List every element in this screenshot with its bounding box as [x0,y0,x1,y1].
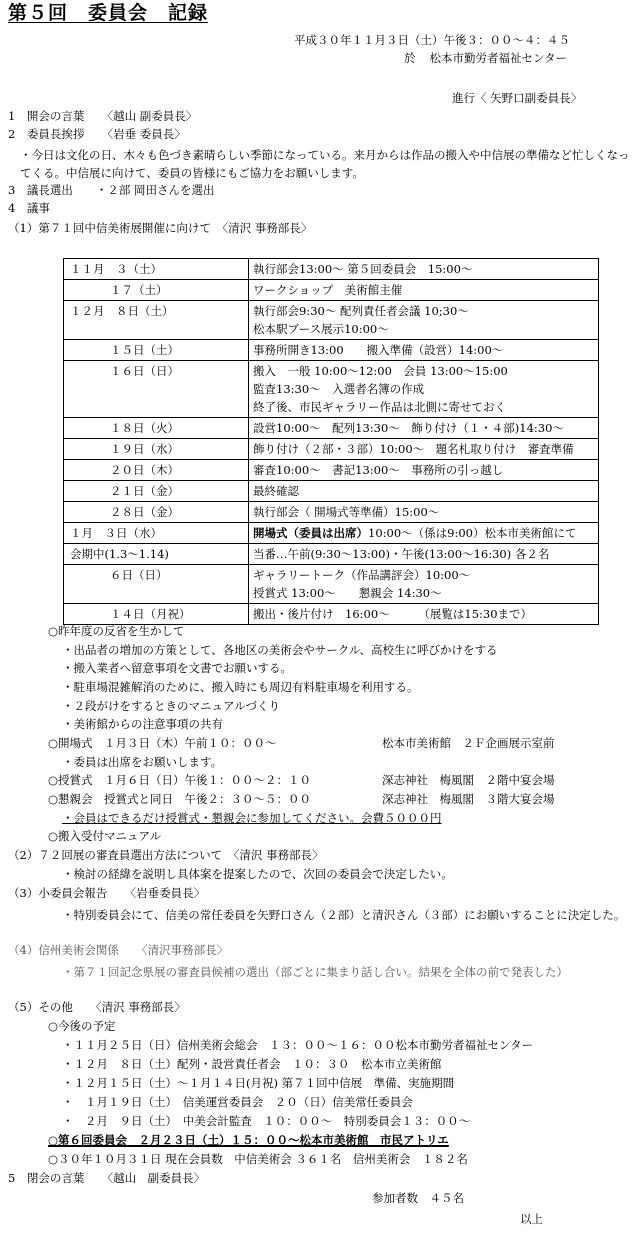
schedule-event: 監査13:30～ 入選者名簿の作成 [253,382,425,396]
schedule-date: １７（土） [64,280,249,301]
schedule-row [64,340,599,361]
schedule-date: １６日（日） [64,361,249,418]
schedule-date: １月 ３日（水） [64,523,249,544]
opening-ceremony-place: 松本市美術館 ２Ｆ企画展示室前 [382,736,555,750]
venue-prefix: 於 [404,51,416,65]
social-party-note: ・会員はできるだけ授賞式・懇親会に参加してください。会費５０００円 [62,811,442,825]
agenda-section-2: （2）７２回展の審査員選出方法について 〈清沢 事務部長〉 [8,848,324,862]
schedule-date: １８日（火） [64,418,249,439]
future-schedule-item: ・ ２月 ９日（土） 中美会計監査 １０：００～ 特別委員会１３：００～ [62,1114,471,1128]
schedule-events [249,544,599,565]
schedule-event: 飾り付け（２部・３部）10:00～ 題名札取り付け 審査準備 [253,442,574,456]
schedule-event: 設営10:00～ 配列13:30～ 飾り付け（１・４部)14:30～ [253,421,564,435]
schedule-event: 10:00～（係は9:00）松本市美術館にて [368,526,577,540]
section-2-text: ・検討の経緯を説明し具体案を提案したので、次回の委員会で決定したい。 [62,867,453,881]
schedule-event: 執行部会13:00～ 第５回委員会 15:00～ [253,262,473,276]
schedule-event: 搬入 一般 10:00～12:00 会員 13:00～15:00 [253,364,508,378]
schedule-events [249,604,599,625]
schedule-event: 終了後、市民ギャラリー作品は北側に寄せておく [253,400,506,414]
schedule-row [64,301,599,340]
future-schedule-item: ・ １月１９日（土） 信美運営委員会 ２０（日）信美常任委員会 [62,1095,413,1109]
award-ceremony: ○授賞式 １月６日（日）午後１：００～２：１０ [48,773,312,787]
review-point: ・駐車場混雑解消のために、搬入時にも周辺有料駐車場を利用する。 [62,680,419,694]
schedule-event: ワークショップ 美術館主催 [253,283,403,297]
agenda-section-5: （5）その他 〈清沢 事務部長〉 [8,1000,186,1014]
social-party-place: 深志神社 梅風閣 ３階大宴会場 [382,792,555,806]
schedule-date: １４日（月祝） [64,604,249,625]
intake-manual: ○搬入受付マニュアル [48,829,162,843]
moderator: 進行〈 矢野口副委員長〉 [452,91,583,105]
schedule-event: 搬出・後片付け 16:00～ （展覧は15:30まで） [253,607,533,621]
schedule-event: ギャラリートーク（作品講評会）10:00～ [253,568,471,582]
schedule-row [64,280,599,301]
end-mark: 以上 [520,1212,543,1226]
schedule-row [64,439,599,460]
schedule-row [64,361,599,418]
meeting-venue [404,52,581,66]
schedule-event-emphasis: 開場式（委員は出席） [253,526,368,540]
schedule-events [249,565,599,604]
schedule-event: 当番…午前(9:30～13:00)・午後(13:00～16:30) 各２名 [253,547,550,561]
schedule-table [63,258,599,625]
next-meeting: ○第６回委員会 ２月２３日（土）１５：００～松本市美術館 市民アトリエ [48,1133,449,1147]
page-title: 第５回 委員会 記録 [8,2,209,24]
schedule-event: 事務所開き13:00 搬入準備（設営）14:00～ [253,343,504,357]
schedule-date: １５日（土） [64,340,249,361]
agenda-section-4: （4）信州美術会関係 〈清沢事務部長〉 [8,943,229,957]
schedule-events [249,280,599,301]
schedule-event: 執行部会9:30～ 配列責任者会議 10;30～ [253,304,469,318]
schedule-date: １９日（水） [64,439,249,460]
social-party: ○懇親会 授賞式と同日 午後２：３０～５：００ [48,792,312,806]
agenda-section-3: （3）小委員会報告 〈岩垂委員長〉 [8,886,206,900]
attendee-count: 参加者数 ４５名 [372,1191,464,1205]
schedule-row [64,481,599,502]
schedule-row [64,460,599,481]
schedule-events [249,460,599,481]
schedule-events [249,361,599,418]
schedule-row [64,502,599,523]
future-schedule-item: ・１１月２５日（日）信州美術会総会 １３：００～１６：００松本市勤労者福祉センター [62,1038,534,1052]
future-schedule-head: ○今後の予定 [48,1019,116,1033]
schedule-events [249,502,599,523]
meeting-date: 平成３０年１１月３日（土）午後３：００～４：４５ [294,33,570,47]
schedule-row [64,259,599,280]
schedule-event: 松本駅ブース展示10:00～ [253,322,389,336]
item-chair-election: 3 議長選出 ・２部 岡田さんを選出 [8,183,215,197]
membership-count: ○３０年１０月３１日 現在会員数 中信美術会 ３６１名 信州美術会 １８２名 [48,1152,468,1166]
schedule-row [64,523,599,544]
schedule-events [249,439,599,460]
item-closing: 5 閉会の言葉 〈越山 副委員長〉 [8,1171,206,1185]
item-chair-greeting: 2 委員長挨拶 〈岩垂 委員長〉 [8,127,186,141]
review-point: ・搬入業者へ留意事項を文書でお願いする。 [62,661,292,675]
schedule-events [249,523,599,544]
schedule-event: 執行部会（ 開場式等準備）15:00～ [253,505,440,519]
schedule-date: １１月 ３（土） [64,259,249,280]
schedule-date: ２０日（木） [64,460,249,481]
award-ceremony-place: 深志神社 梅風閣 ２階中宴会場 [382,773,555,787]
item-opening: 1 開会の言葉 〈越山 副委員長〉 [8,109,198,123]
review-point: ・２段がけをするときのマニュアルづくり [62,699,281,713]
schedule-date: ６日（日） [64,565,249,604]
chair-greeting-text: ・今日は文化の日、木々も色づき素晴らしい季節になっている。来月からは作品の搬入や中信展の準備など忙しくなってくる。中信展に向けて、委員の皆様にもご協力をお願いします。 [20,148,630,180]
opening-ceremony: ○開場式 １月３日（木）午前１０：００～ [48,736,277,750]
schedule-date: １２月 ８日（土） [64,301,249,340]
schedule-events [249,340,599,361]
review-head: ○昨年度の反省を生かして [48,624,185,638]
schedule-date: ２８日（金） [64,502,249,523]
venue-name: 松本市勤労者福祉センター [429,51,568,65]
schedule-events [249,481,599,502]
review-point: ・美術館からの注意事項の共有 [62,717,223,731]
item-agenda: 4 議事 [8,201,50,215]
schedule-row [64,604,599,625]
schedule-row [64,565,599,604]
schedule-event: 授賞式 13:00～ 懇親会 14:30～ [253,586,442,600]
review-point: ・出品者の増加の方策として、各地区の美術会やサークル、高校生に呼びかけをする [62,643,498,657]
schedule-event: 審査10:00～ 書記13:00～ 事務所の引っ越し [253,463,504,477]
schedule-date: ２１日（金） [64,481,249,502]
section-3-text: ・特別委員会にて、信美の常任委員を矢野口さん（２部）と清沢さん（３部）にお願いすることに決定した。 [62,908,626,922]
agenda-section-1: （1）第７１回中信美術展開催に向けて 〈清沢 事務部長〉 [8,221,313,235]
schedule-row [64,418,599,439]
schedule-events [249,259,599,280]
section-4-text: ・第７１回記念県展の審査員候補の選出（部ごとに集まり話し合い。結果を全体の前で発表した） [62,965,568,979]
opening-ceremony-note: ・委員は出席をお願いします。 [62,755,223,769]
future-schedule-item: ・１２月１５日（土）～１月１４日(月祝) 第７１回中信展 準備、実施期間 [62,1076,455,1090]
schedule-row [64,544,599,565]
schedule-events [249,418,599,439]
schedule-event: 最終確認 [253,484,299,498]
schedule-events [249,301,599,340]
schedule-date: 会期中(1.3～1.14) [64,544,249,565]
future-schedule-item: ・１２月 ８日（土）配列・設営責任者会 １０：３０ 松本市立美術館 [62,1057,442,1071]
